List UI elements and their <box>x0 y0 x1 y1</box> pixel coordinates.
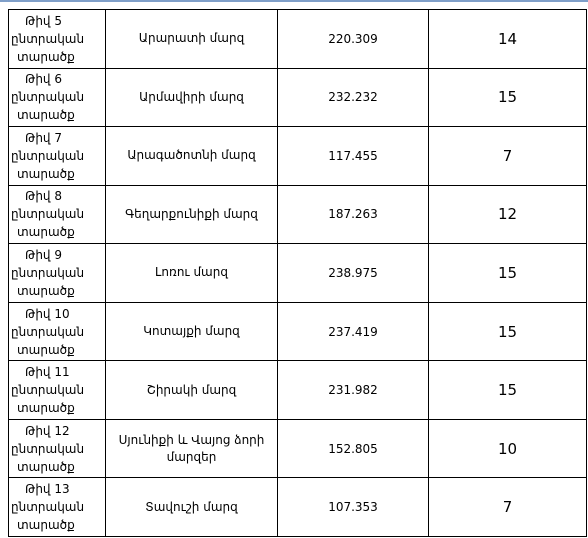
window-top-border <box>0 0 588 2</box>
table-row-3 <box>9 127 587 186</box>
table-row-2 <box>9 68 587 127</box>
district-word-electoral: ընտրական <box>11 500 85 515</box>
district-number: Թիվ 8 <box>25 189 62 204</box>
district-cell <box>9 419 106 478</box>
district-cell <box>9 302 106 361</box>
region-cell: Լոռու մարզ <box>106 244 278 303</box>
district-cell <box>9 361 106 420</box>
region-cell: Կոտայքի մարզ <box>106 302 278 361</box>
district-number: Թիվ 11 <box>25 365 70 380</box>
district-number: Թիվ 9 <box>25 247 62 262</box>
district-word-electoral: ընտրական <box>11 148 85 163</box>
seats-cell: 10 <box>429 419 587 478</box>
region-cell: Արմավիրի մարզ <box>106 68 278 127</box>
district-cell <box>9 185 106 244</box>
region-cell: Գեղարքունիքի մարզ <box>106 185 278 244</box>
district-cell <box>9 127 106 186</box>
district-word-area: տարածք <box>17 283 75 298</box>
district-number: Թիվ 5 <box>25 13 62 28</box>
table-body <box>9 10 587 537</box>
district-word-area: տարածք <box>17 518 75 533</box>
district-word-electoral: ընտրական <box>11 383 85 398</box>
table-row-9 <box>9 478 587 537</box>
seats-cell: 14 <box>429 10 587 69</box>
table-row-6 <box>9 302 587 361</box>
district-word-area: տարածք <box>17 166 75 181</box>
district-cell <box>9 244 106 303</box>
district-word-electoral: ընտրական <box>11 207 85 222</box>
seats-cell: 15 <box>429 68 587 127</box>
seats-cell: 12 <box>429 185 587 244</box>
seats-cell: 15 <box>429 244 587 303</box>
population-cell: 237.419 <box>278 302 429 361</box>
region-cell: Սյունիքի և Վայոց ձորի մարզեր <box>106 419 278 478</box>
district-number: Թիվ 6 <box>25 72 62 87</box>
region-cell: Շիրակի մարզ <box>106 361 278 420</box>
district-number: Թիվ 12 <box>25 423 70 438</box>
population-cell: 232.232 <box>278 68 429 127</box>
region-cell: Արագածոտնի մարզ <box>106 127 278 186</box>
district-word-area: տարածք <box>17 342 75 357</box>
district-word-area: տարածք <box>17 225 75 240</box>
district-word-area: տարածք <box>17 49 75 64</box>
district-number: Թիվ 10 <box>25 306 70 321</box>
region-cell: Արարատի մարզ <box>106 10 278 69</box>
district-number: Թիվ 13 <box>25 482 70 497</box>
district-cell <box>9 68 106 127</box>
district-word-electoral: ընտրական <box>11 324 85 339</box>
district-word-area: տարածք <box>17 401 75 416</box>
district-word-area: տարածք <box>17 108 75 123</box>
population-cell: 238.975 <box>278 244 429 303</box>
district-word-electoral: ընտրական <box>11 31 85 46</box>
population-cell: 152.805 <box>278 419 429 478</box>
seats-cell: 15 <box>429 302 587 361</box>
table-row-8 <box>9 419 587 478</box>
population-cell: 231.982 <box>278 361 429 420</box>
table-row-7 <box>9 361 587 420</box>
district-number: Թիվ 7 <box>25 130 62 145</box>
population-cell: 220.309 <box>278 10 429 69</box>
population-cell: 107.353 <box>278 478 429 537</box>
district-word-area: տարածք <box>17 459 75 474</box>
table-row-5 <box>9 244 587 303</box>
district-word-electoral: ընտրական <box>11 265 85 280</box>
district-word-electoral: ընտրական <box>11 90 85 105</box>
table-row-1 <box>9 10 587 69</box>
table-row-4 <box>9 185 587 244</box>
seats-cell: 15 <box>429 361 587 420</box>
district-word-electoral: ընտրական <box>11 441 85 456</box>
electoral-districts-table <box>8 9 587 537</box>
seats-cell: 7 <box>429 127 587 186</box>
population-cell: 187.263 <box>278 185 429 244</box>
population-cell: 117.455 <box>278 127 429 186</box>
district-cell <box>9 478 106 537</box>
region-cell: Տավուշի մարզ <box>106 478 278 537</box>
seats-cell: 7 <box>429 478 587 537</box>
district-cell <box>9 10 106 69</box>
